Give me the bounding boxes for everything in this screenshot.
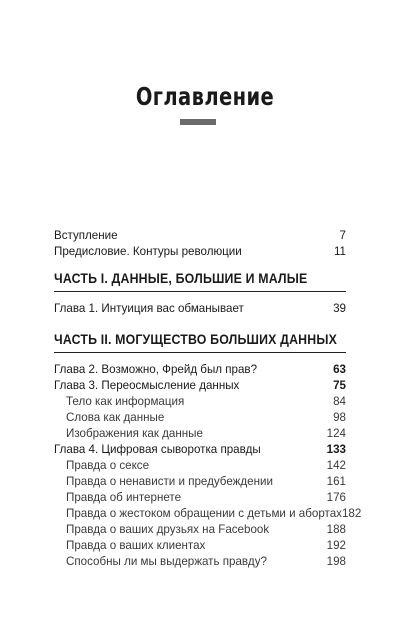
toc-chapter[interactable] <box>54 362 346 378</box>
toc-entry-page: 7 <box>339 229 346 242</box>
toc-entry-title: Правда об интернете <box>66 491 182 504</box>
toc-part2 <box>54 362 362 570</box>
toc-entry-page: 39 <box>333 302 346 315</box>
toc-entry-title: Изображения как данные <box>66 427 203 440</box>
part-divider <box>54 352 346 353</box>
toc-entry-page: 198 <box>326 555 346 568</box>
toc-entry-title: Слова как данные <box>66 411 165 424</box>
part-heading[interactable]: ЧАСТЬ II. МОГУЩЕСТВО БОЛЬШИХ ДАННЫХ <box>54 332 338 347</box>
toc-entry-page: 161 <box>326 475 346 488</box>
toc-entry-title: Правда о сексе <box>66 459 150 472</box>
toc-entry-page: 75 <box>333 379 346 392</box>
toc-entry-page: 124 <box>326 427 346 440</box>
toc-section[interactable] <box>54 490 346 506</box>
toc-section[interactable] <box>54 426 346 442</box>
toc-entry-title: Правда о ваших друзьях на Facebook <box>66 523 270 536</box>
toc-entry-title: Глава 1. Интуиция вас обманывает <box>54 302 244 315</box>
toc-entry-page: 188 <box>326 523 346 536</box>
toc-entry-page: 84 <box>333 395 346 408</box>
toc-entry-title: Глава 3. Переосмысление данных <box>54 379 240 392</box>
toc-entry[interactable] <box>54 228 346 244</box>
toc-intro <box>54 228 346 260</box>
toc-chapter[interactable] <box>54 442 346 458</box>
toc-section[interactable] <box>54 506 362 522</box>
toc-entry-page: 176 <box>326 491 346 504</box>
toc-entry-title: Вступление <box>54 229 118 242</box>
toc-entry-page: 98 <box>333 411 346 424</box>
toc-section[interactable] <box>54 410 346 426</box>
toc-section[interactable] <box>54 554 346 570</box>
toc-chapter[interactable] <box>54 378 346 394</box>
toc-entry-title: Правда о ваших клиентах <box>66 539 206 552</box>
toc-section[interactable] <box>54 458 346 474</box>
part-divider <box>54 291 346 292</box>
toc-entry-page: 11 <box>333 245 346 258</box>
toc-entry-title: Правда о ненависти и предубеждении <box>66 475 273 488</box>
toc-entry-page: 63 <box>333 363 346 376</box>
toc-entry-title: Тело как информация <box>66 395 185 408</box>
toc-entry-title: Предисловие. Контуры революции <box>54 245 242 258</box>
toc-entry[interactable] <box>54 301 346 317</box>
toc-part1 <box>54 301 346 317</box>
toc-section[interactable] <box>54 538 346 554</box>
toc-entry-page: 133 <box>326 443 346 456</box>
toc-entry[interactable] <box>54 244 346 260</box>
toc-entry-title: Способны ли мы выдержать правду? <box>66 555 267 568</box>
toc-section[interactable] <box>54 474 346 490</box>
toc-entry-title: Глава 4. Цифровая сыворотка правды <box>54 443 261 456</box>
toc-entry-page: 182 <box>341 507 362 520</box>
part-heading[interactable]: ЧАСТЬ I. ДАННЫЕ, БОЛЬШИЕ И МАЛЫЕ <box>54 271 308 286</box>
page-title: Оглавление <box>135 82 275 111</box>
toc-entry-page: 192 <box>326 539 346 552</box>
toc-section[interactable] <box>54 394 346 410</box>
toc-entry-title: Глава 2. Возможно, Фрейд был прав? <box>54 363 258 376</box>
title-underline-bar <box>180 119 216 125</box>
toc-entry-title: Правда о жестоком обращении с детьми и абортах <box>66 507 342 520</box>
toc-section[interactable] <box>54 522 346 538</box>
toc-entry-page: 142 <box>326 459 346 472</box>
